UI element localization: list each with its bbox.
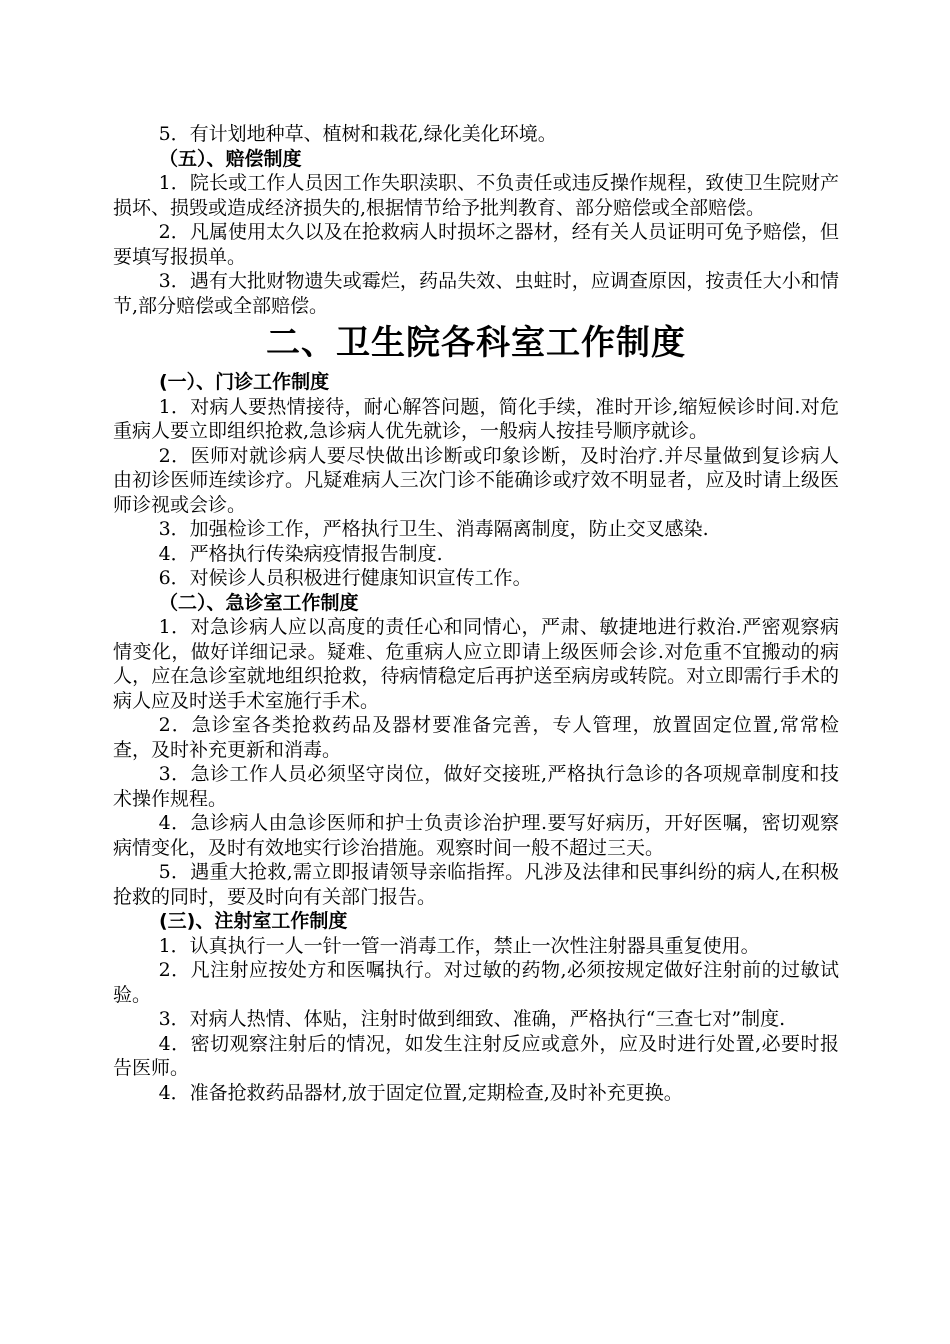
paragraph-compensation-3: 3．遇有大批财物遗失或霉烂，药品失效、虫蛀时，应调查原因，按责任大小和情节,部分赔偿或全部赔偿。 [113,270,839,317]
paragraph-compensation-1: 1．院长或工作人员因工作失职渎职、不负责任或违反操作规程，致使卫生院财产损坏、损毁或造成经济损失的,根据情节给予批判教育、部分赔偿或全部赔偿。 [113,172,839,219]
chapter-title: 二、卫生院各科室工作制度 [266,323,686,363]
paragraph-injection-4: 4．密切观察注射后的情况，如发生注射反应或意外，应及时进行处置,必要时报告医师。 [113,1032,839,1079]
section-heading-emergency: （二）、急诊室工作制度 [159,591,359,614]
section-heading-compensation: （五）、赔偿制度 [159,147,302,170]
paragraph-green-environment: 5．有计划地种草、植树和栽花,绿化美化环境。 [158,123,557,145]
paragraph-outpatient-3: 3．加强检诊工作，严格执行卫生、消毒隔离制度，防止交叉感染. [158,518,709,540]
paragraph-outpatient-6: 6．对候诊人员积极进行健康知识宣传工作。 [158,567,532,589]
paragraph-injection-1: 1．认真执行一人一针一管一消毒工作，禁止一次性注射器具重复使用。 [158,934,760,957]
paragraph-injection-5: 4．准备抢救药品器材,放于固定位置,定期检查,及时补充更换。 [158,1081,683,1104]
paragraph-emergency-2: 2．急诊室各类抢救药品及器材要准备完善，专人管理，放置固定位置,常常检查，及时补充更新和消毒。 [113,714,839,761]
paragraph-emergency-4: 4．急诊病人由急诊医师和护士负责诊治护理.要写好病历，开好医嘱，密切观察病情变化，及时有效地实行诊治措施。观察时间一般不超过三天。 [113,812,839,859]
paragraph-outpatient-1: 1．对病人要热情接待，耐心解答问题，简化手续，准时开诊,缩短候诊时间.对危重病人要立即组织抢救,急诊病人优先就诊，一般病人按挂号顺序就诊。 [113,395,839,442]
paragraph-emergency-1: 1．对急诊病人应以高度的责任心和同情心，严肃、敏捷地进行救治.严密观察病情变化，做好详细记录。疑难、危重病人应立即请上级医师会诊.对危重不宜搬动的病人，应在急诊室就地组织抢救，待病情稳定后再护送至病房或转院。对立即需行手术的病人应及时送手术室施行手术。 [113,616,839,712]
paragraph-injection-2: 2．凡注射应按处方和医嘱执行。对过敏的药物,必须按规定做好注射前的过敏试验。 [113,959,839,1006]
section-heading-outpatient: (一）、门诊工作制度 [159,371,330,393]
paragraph-injection-3: 3．对病人热情、体贴，注射时做到细致、准确，严格执行“三查七对”制度. [158,1008,786,1030]
document-body [113,122,839,1105]
paragraph-outpatient-2: 2．医师对就诊病人要尽快做出诊断或印象诊断，及时治疗.并尽量做到复诊病人由初诊医师连续诊疗。凡疑难病人三次门诊不能确诊或疗效不明显者，应及时请上级医师诊视或会诊。 [113,444,839,516]
paragraph-outpatient-4: 4．严格执行传染病疫情报告制度. [158,542,443,565]
paragraph-compensation-2: 2．凡属使用太久以及在抢救病人时损坏之器材，经有关人员证明可免予赔偿，但要填写报损单。 [113,221,839,268]
section-heading-injection: (三)、注射室工作制度 [159,910,348,932]
paragraph-emergency-3: 3．急诊工作人员必须坚守岗位，做好交接班,严格执行急诊的各项规章制度和技术操作规程。 [113,763,839,810]
paragraph-emergency-5: 5．遇重大抢救,需立即报请领导亲临指挥。凡涉及法律和民事纠纷的病人,在积极抢救的同时，要及时向有关部门报告。 [113,861,839,908]
